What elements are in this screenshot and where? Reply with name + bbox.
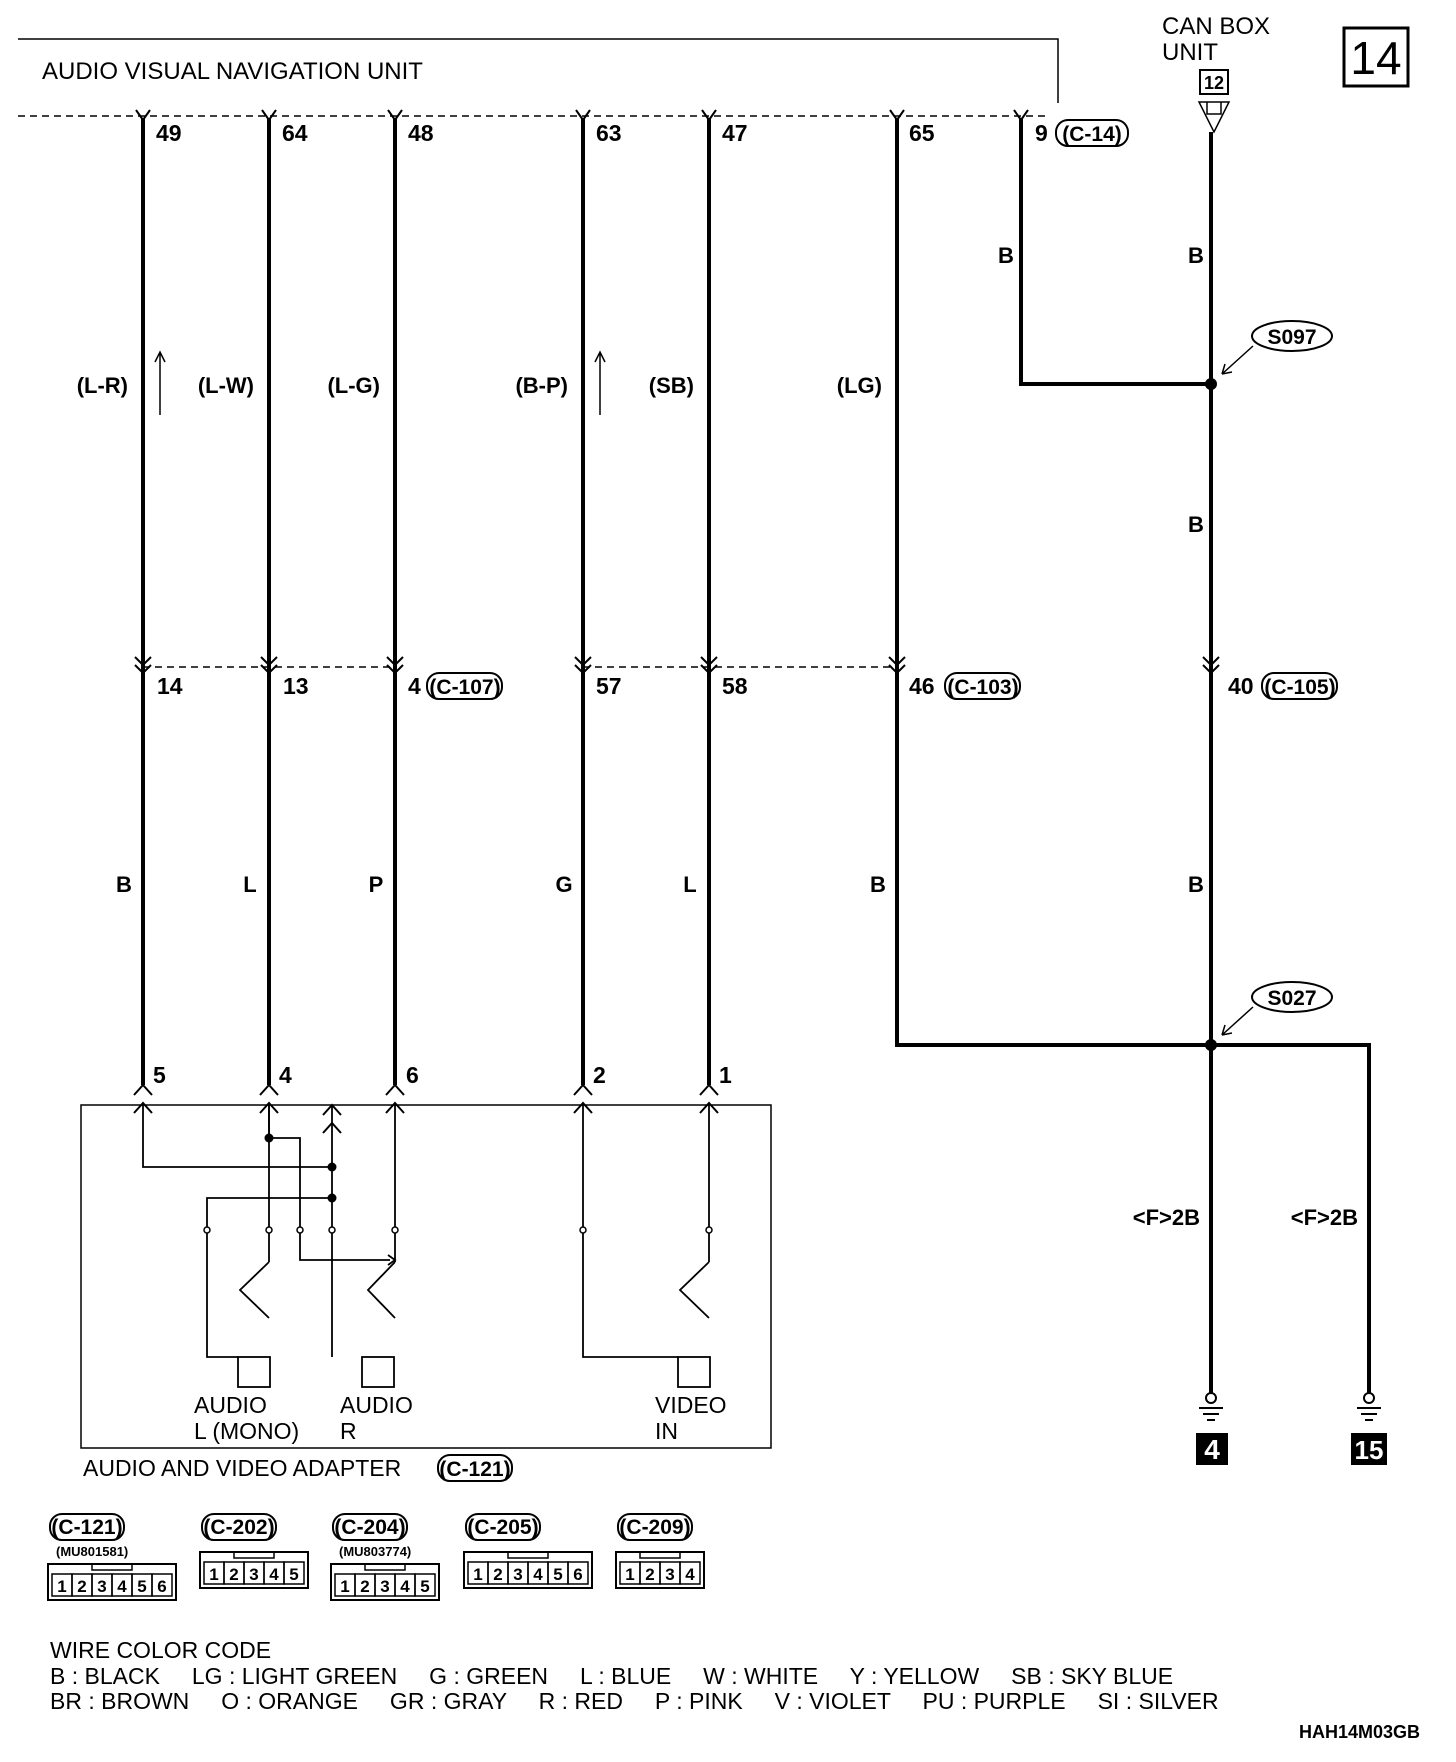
mid-pin-4: 4 (408, 673, 421, 699)
jack-video-in-line2: IN (655, 1418, 678, 1444)
color-code-row1: B : BLACK LG : LIGHT GREEN G : GREEN L : BLUE W : WHITE Y : YELLOW SB : SKY BLUE (50, 1663, 1174, 1689)
adapter-connector-marks (134, 1085, 718, 1133)
signal-arrow-up-icon (595, 352, 605, 415)
wire-color-l-r: (L-R) (76, 373, 128, 398)
connector-pin-number: 5 (420, 1577, 430, 1596)
connector-pin-number: 4 (117, 1577, 127, 1596)
connector-id-label: (C-204) (334, 1516, 406, 1539)
top-pin-63: 63 (596, 120, 622, 146)
connector-pin-number: 3 (665, 1565, 675, 1584)
connector-pin-number: 5 (289, 1565, 299, 1584)
connector-pin-number: 2 (645, 1565, 655, 1584)
ground-wire-label-15: <F>2B (1290, 1205, 1358, 1230)
wire-color-g-lower: G (555, 872, 573, 897)
can-box-label-line1: CAN BOX (1162, 13, 1271, 40)
figure-code: HAH14M03GB (1298, 1722, 1420, 1742)
wire-color-b-lower: B (116, 872, 132, 897)
connector-pin-number: 3 (97, 1577, 107, 1596)
wire-color-l-w: (L-W) (197, 373, 254, 398)
color-code-row2: BR : BROWN O : ORANGE GR : GRAY R : RED P : PINK V : VIOLET PU : PURPLE SI : SILVER (50, 1688, 1219, 1714)
connector-pin-number: 1 (473, 1565, 483, 1584)
connector-pin-number: 6 (157, 1577, 167, 1596)
wire-color-l-g: (L-G) (327, 373, 380, 398)
wire-color-b2-lower: B (870, 872, 886, 897)
color-code-title: WIRE COLOR CODE (50, 1637, 272, 1663)
splice-s097-pointer (1222, 346, 1253, 374)
top-pin-47: 47 (722, 120, 748, 146)
connector-c121-label: (C-121) (439, 1458, 511, 1481)
connector-pin-number: 6 (573, 1565, 583, 1584)
top-pin-9: 9 (1035, 120, 1048, 146)
can-box-label-line2: UNIT (1162, 39, 1218, 66)
wire-color-l2-lower: L (683, 872, 697, 897)
wire-color-b-canbox: B (1188, 243, 1204, 268)
jack-audio-r-line1: AUDIO (340, 1392, 413, 1418)
wire-color-p-lower: P (368, 872, 384, 897)
jack-audio-l-line1: AUDIO (194, 1392, 267, 1418)
signal-arrow-up-icon (155, 352, 165, 415)
mid-pin-40: 40 (1228, 673, 1254, 699)
adapter-internal-circuit (143, 1105, 710, 1387)
connector-pin-number: 4 (400, 1577, 410, 1596)
diagram-number: 14 (1350, 32, 1402, 84)
connector-c105-label: (C-105) (1264, 676, 1336, 699)
top-connector-marks (136, 110, 1028, 120)
connector-pin-number: 1 (57, 1577, 67, 1596)
connector-id-label: (C-202) (203, 1516, 275, 1539)
adapter-pin-1: 1 (719, 1062, 732, 1088)
top-pin-49: 49 (156, 120, 182, 146)
jack-audio-l-line2: L (MONO) (194, 1418, 300, 1444)
connector-faces (48, 1514, 704, 1600)
wire-pin-9 (1021, 119, 1211, 384)
mid-pin-14: 14 (157, 673, 183, 699)
ground-point-4-label: 4 (1204, 1434, 1220, 1465)
wire-color-sb: (SB) (648, 373, 694, 398)
mid-connector-marks (135, 657, 1219, 673)
connector-pin-number: 3 (380, 1577, 390, 1596)
ground-symbol-icon (1357, 1393, 1381, 1420)
connector-id-label: (C-209) (619, 1516, 691, 1539)
connector-pin-number: 4 (533, 1565, 543, 1584)
can-box-pin-number: 12 (1203, 73, 1225, 93)
connector-id-label: (C-205) (467, 1516, 539, 1539)
ground-point-15-label: 15 (1354, 1435, 1384, 1465)
connector-pin-number: 2 (360, 1577, 370, 1596)
connector-pin-number: 1 (209, 1565, 219, 1584)
connector-id-label: (C-121) (51, 1516, 123, 1539)
connector-pin-number: 1 (340, 1577, 350, 1596)
connector-pin-number: 1 (625, 1565, 635, 1584)
can-box-connector-symbol (1199, 102, 1229, 132)
mid-pin-58: 58 (722, 673, 748, 699)
connector-c14-label: (C-14) (1062, 123, 1122, 146)
top-pin-64: 64 (282, 120, 308, 146)
connector-c103-label: (C-103) (947, 676, 1019, 699)
connector-pin-number: 2 (229, 1565, 239, 1584)
connector-pin-number: 3 (249, 1565, 259, 1584)
wire-color-lg: (LG) (836, 373, 882, 398)
top-pin-48: 48 (408, 120, 434, 146)
connector-pin-number: 4 (269, 1565, 279, 1584)
ground-wire-label-4: <F>2B (1132, 1205, 1200, 1230)
connector-part-number: (MU803774) (339, 1544, 412, 1559)
mid-pin-13: 13 (283, 673, 309, 699)
wire-color-l-lower: L (243, 872, 257, 897)
adapter-pin-2: 2 (593, 1062, 606, 1088)
adapter-pin-6: 6 (406, 1062, 419, 1088)
splice-s027-point (1205, 1039, 1217, 1051)
adapter-pin-5: 5 (153, 1062, 166, 1088)
splice-s097-label: S097 (1267, 326, 1317, 349)
adapter-pin-4: 4 (279, 1062, 292, 1088)
wire-color-b-c105-down: B (1188, 872, 1204, 897)
jack-audio-r-line2: R (340, 1418, 357, 1444)
connector-pin-number: 5 (137, 1577, 147, 1596)
adapter-name: AUDIO AND VIDEO ADAPTER (83, 1455, 402, 1481)
top-pin-65: 65 (909, 120, 935, 146)
wire-color-b-s097-down: B (1188, 512, 1204, 537)
splice-s097-point (1205, 378, 1217, 390)
navigation-unit-label: AUDIO VISUAL NAVIGATION UNIT (42, 58, 423, 85)
wire-pin-65 (897, 119, 1211, 1045)
connector-pin-number: 2 (493, 1565, 503, 1584)
connector-c107-label: (C-107) (429, 676, 501, 699)
splice-s027-pointer (1222, 1007, 1253, 1035)
splice-s027-label: S027 (1267, 987, 1317, 1010)
wire-color-b-p: (B-P) (515, 373, 568, 398)
connector-pin-number: 3 (513, 1565, 523, 1584)
connector-part-number: (MU801581) (56, 1544, 129, 1559)
connector-pin-number: 4 (685, 1565, 695, 1584)
mid-pin-46: 46 (909, 673, 935, 699)
connector-pin-number: 2 (77, 1577, 87, 1596)
mid-pin-57: 57 (596, 673, 622, 699)
wire-color-b-pin9: B (998, 243, 1014, 268)
adapter-terminal-dots (204, 1227, 712, 1233)
connector-pin-number: 5 (553, 1565, 563, 1584)
jack-video-in-line1: VIDEO (655, 1392, 727, 1418)
ground-symbol-icon (1199, 1393, 1223, 1420)
wires (143, 119, 1369, 1395)
